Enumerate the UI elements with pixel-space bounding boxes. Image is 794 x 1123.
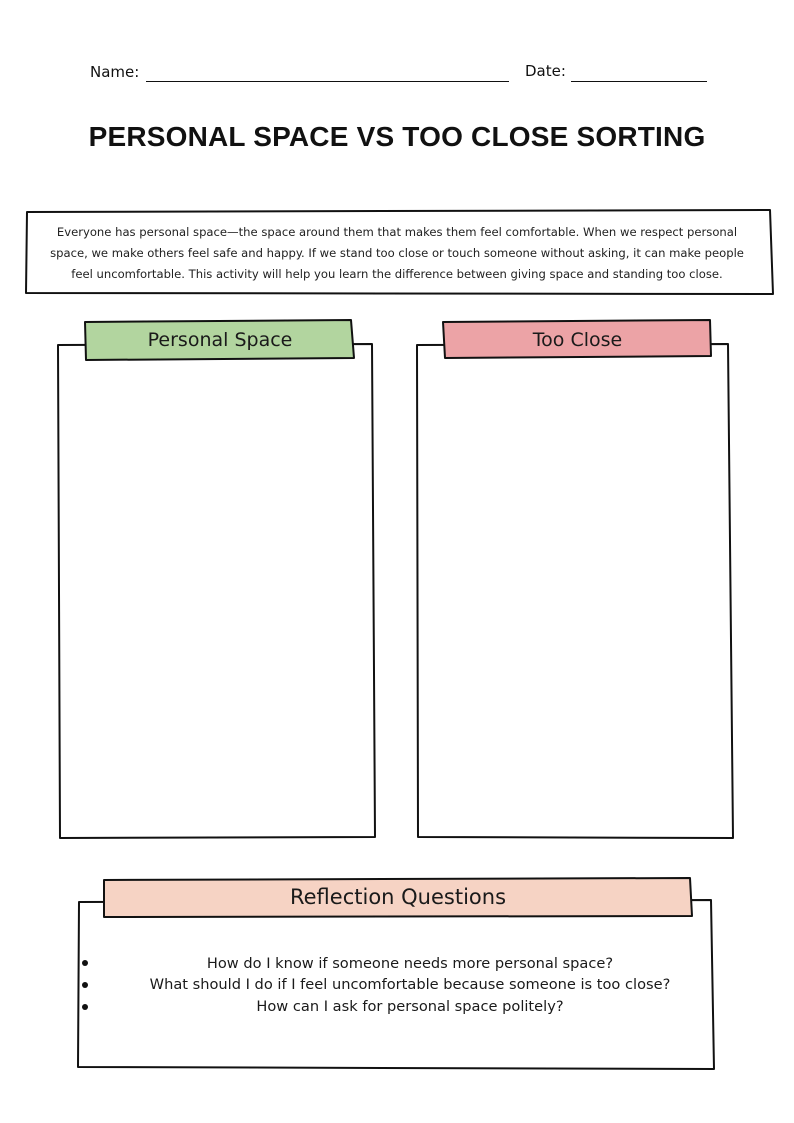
bullet-1 [82,960,88,966]
too-close-label: Too Close [532,329,623,351]
reflection-question: How do I know if someone needs more personal space? [206,955,614,972]
reflection-label: Reflection Questions [289,885,507,909]
reflection-question: How can I ask for personal space politely? [256,998,564,1015]
bullet-3 [82,1004,88,1010]
name-label: Name: [90,63,140,81]
too-close-sort-area[interactable] [421,362,729,834]
intro-paragraph: Everyone has personal space—the space around them that makes them feel comfortable. When we respect personal space, we make others feel safe and happy. If we stand too close or touch someone without asking, it can make people feel uncomfortable. This activity will help you learn the difference between giving space and standing too close. [50,225,744,281]
personal-space-sort-area[interactable] [62,362,370,834]
page-title: PERSONAL SPACE VS TOO CLOSE SORTING [88,121,706,152]
reflection-question: What should I do if I feel uncomfortable because someone is too close? [149,976,671,993]
date-label: Date: [525,62,566,80]
personal-space-label: Personal Space [147,329,293,351]
bullet-2 [82,982,88,988]
